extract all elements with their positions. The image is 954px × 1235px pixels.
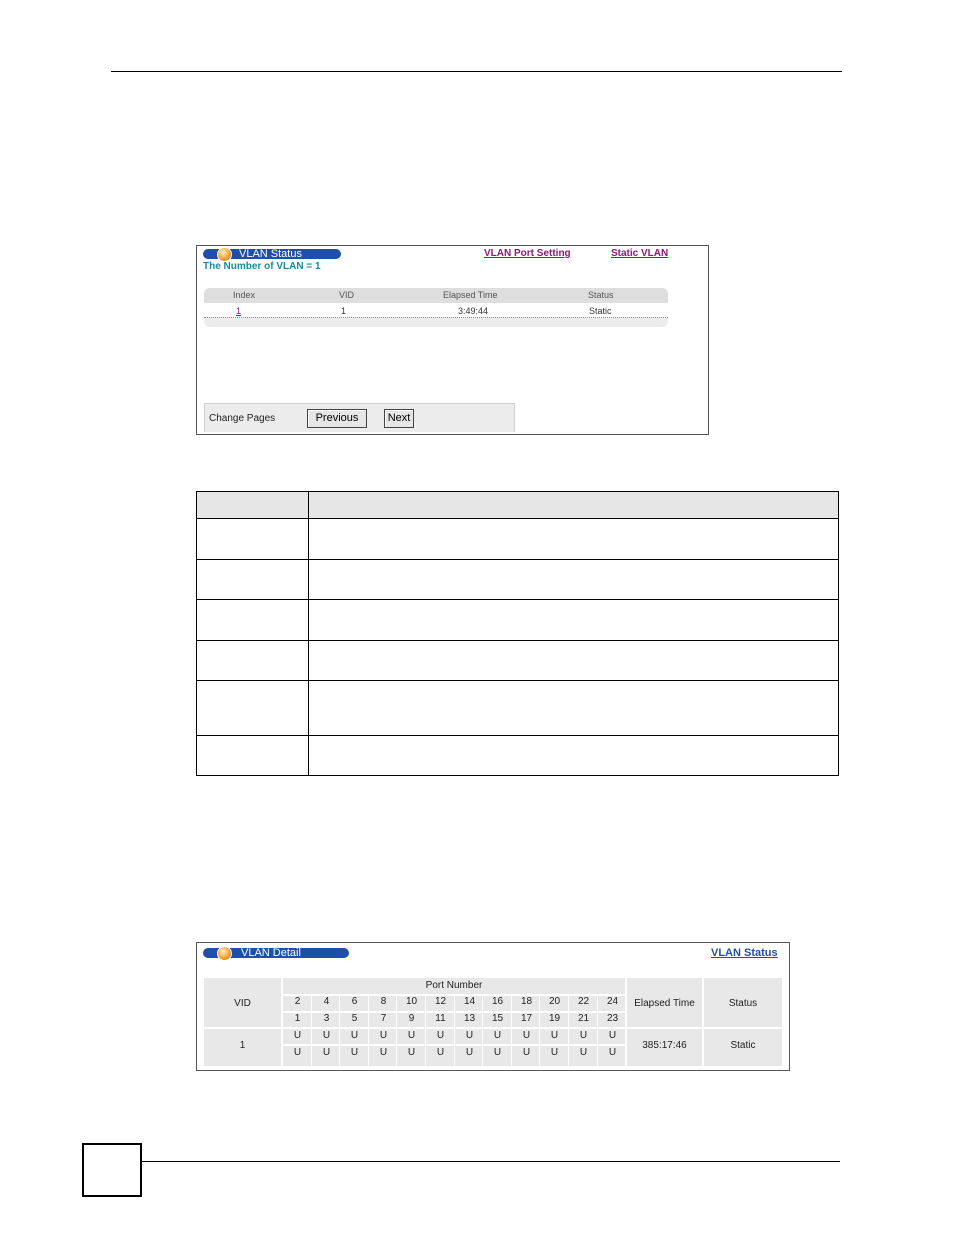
odd-port-label: 13 xyxy=(463,1013,476,1024)
even-port-tag: U xyxy=(522,1030,531,1041)
even-port-tag: U xyxy=(407,1030,416,1041)
odd-port-label: 23 xyxy=(606,1013,619,1024)
odd-port-label: 5 xyxy=(351,1013,358,1024)
status-cell: Static xyxy=(589,306,612,316)
table-row xyxy=(197,736,839,776)
even-port-tag: U xyxy=(608,1030,617,1041)
detail-status-cell: Static xyxy=(730,1040,756,1051)
desc-header-description xyxy=(309,492,839,519)
vid-cell: 1 xyxy=(341,306,347,316)
vlan-port-setting-link[interactable]: VLAN Port Setting xyxy=(484,248,571,259)
even-port-label: 22 xyxy=(577,996,590,1007)
table-row xyxy=(197,681,839,736)
odd-port-tag: U xyxy=(608,1047,617,1058)
odd-port-tag: U xyxy=(522,1047,531,1058)
header-rule xyxy=(111,71,842,72)
even-port-tag: U xyxy=(436,1030,445,1041)
odd-port-label: 21 xyxy=(577,1013,590,1024)
even-port-tag: U xyxy=(579,1030,588,1041)
even-port-label: 6 xyxy=(351,996,358,1007)
table-footer-bar xyxy=(204,318,668,327)
detail-vid-cell: 1 xyxy=(239,1040,246,1051)
table-header xyxy=(204,288,668,303)
col-status: Status xyxy=(588,290,614,300)
even-port-label: 10 xyxy=(405,996,418,1007)
odd-port-tag: U xyxy=(436,1047,445,1058)
page-title: VLAN Status xyxy=(239,248,302,260)
vlan-status-link[interactable]: VLAN Status xyxy=(711,947,778,959)
even-port-tag: U xyxy=(350,1030,359,1041)
even-port-tag: U xyxy=(493,1030,502,1041)
orb-icon xyxy=(217,946,232,961)
port-number-header: Port Number xyxy=(425,980,483,991)
desc-header-label xyxy=(197,492,309,519)
odd-port-label: 7 xyxy=(380,1013,387,1024)
odd-port-label: 19 xyxy=(548,1013,561,1024)
detail-elapsed-cell: 385:17:46 xyxy=(642,1040,687,1051)
even-port-label: 16 xyxy=(491,996,504,1007)
vlan-count: The Number of VLAN = 1 xyxy=(203,261,321,272)
even-port-label: 8 xyxy=(380,996,387,1007)
odd-port-tag: U xyxy=(579,1047,588,1058)
footer-rule xyxy=(140,1161,840,1162)
odd-port-label: 9 xyxy=(408,1013,415,1024)
col-index: Index xyxy=(233,290,256,300)
previous-button[interactable]: Previous xyxy=(307,409,367,428)
even-port-label: 18 xyxy=(520,996,533,1007)
elapsed-time-header: Elapsed Time xyxy=(634,998,695,1009)
odd-port-label: 3 xyxy=(323,1013,330,1024)
even-port-label: 20 xyxy=(548,996,561,1007)
page-title: VLAN Detail xyxy=(241,947,301,959)
odd-port-tag: U xyxy=(322,1047,331,1058)
odd-port-label: 1 xyxy=(294,1013,301,1024)
elapsed-cell: 3:49:44 xyxy=(458,306,489,316)
next-button[interactable]: Next xyxy=(384,409,414,428)
table-row xyxy=(197,560,839,600)
description-table xyxy=(196,491,839,776)
vid-header: VID xyxy=(234,998,251,1009)
odd-port-label: 15 xyxy=(491,1013,504,1024)
vlan-status-screenshot xyxy=(196,245,709,435)
vlan-status-title-bar xyxy=(203,249,341,259)
table-row xyxy=(197,641,839,681)
odd-port-label: 11 xyxy=(435,1013,446,1024)
odd-port-tag: U xyxy=(407,1047,416,1058)
index-link[interactable]: 1 xyxy=(236,306,242,316)
change-pages-panel xyxy=(204,403,515,432)
orb-icon xyxy=(217,247,232,262)
even-port-label: 24 xyxy=(606,996,619,1007)
vlan-detail-title-bar xyxy=(203,948,349,958)
even-port-tag: U xyxy=(293,1030,302,1041)
table-row xyxy=(197,600,839,641)
odd-port-tag: U xyxy=(379,1047,388,1058)
even-port-tag: U xyxy=(379,1030,388,1041)
static-vlan-link[interactable]: Static VLAN xyxy=(611,248,669,259)
status-header: Status xyxy=(728,998,758,1009)
odd-port-tag: U xyxy=(350,1047,359,1058)
odd-port-tag: U xyxy=(293,1047,302,1058)
even-port-tag: U xyxy=(465,1030,474,1041)
page-number-box xyxy=(82,1143,142,1197)
col-elapsed-time: Elapsed Time xyxy=(443,290,498,300)
odd-port-tag: U xyxy=(465,1047,474,1058)
vlan-detail-table xyxy=(204,978,782,1066)
even-port-tag: U xyxy=(322,1030,331,1041)
odd-port-tag: U xyxy=(493,1047,502,1058)
even-port-label: 2 xyxy=(294,996,301,1007)
change-pages-label: Change Pages xyxy=(209,413,276,424)
even-port-label: 12 xyxy=(434,996,447,1007)
even-port-label: 14 xyxy=(463,996,476,1007)
col-vid: VID xyxy=(339,290,355,300)
odd-port-tag: U xyxy=(550,1047,559,1058)
even-port-tag: U xyxy=(550,1030,559,1041)
even-port-label: 4 xyxy=(323,996,330,1007)
vlan-detail-screenshot xyxy=(196,942,790,1071)
table-row xyxy=(197,519,839,560)
odd-port-label: 17 xyxy=(520,1013,533,1024)
